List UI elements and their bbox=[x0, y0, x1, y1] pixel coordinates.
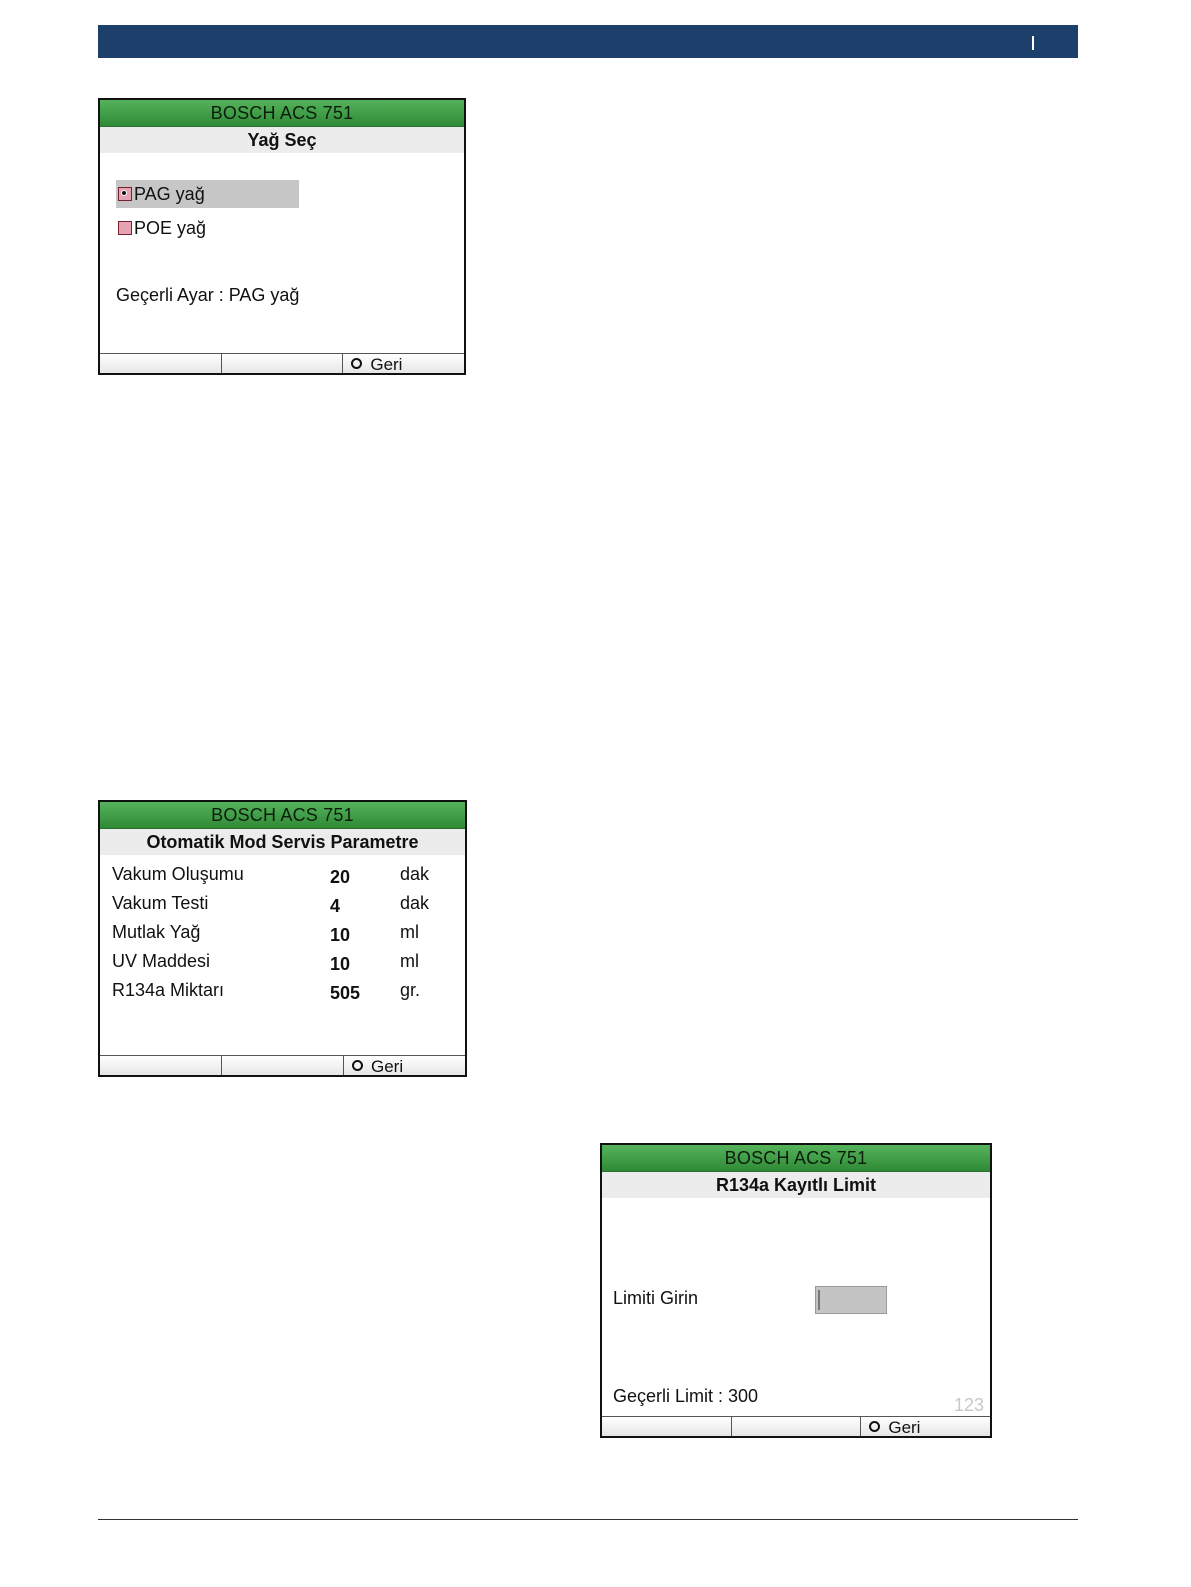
device-titlebar: BOSCH ACS 751 bbox=[100, 802, 465, 829]
oil-select-body bbox=[100, 154, 464, 353]
device-titlebar: BOSCH ACS 751 bbox=[602, 1145, 990, 1172]
param-row bbox=[112, 862, 455, 891]
r134a-limit-screen bbox=[600, 1143, 992, 1438]
param-value: 10 bbox=[330, 954, 351, 974]
param-value: 505 bbox=[330, 983, 361, 1003]
circle-back-icon bbox=[351, 358, 362, 369]
param-row bbox=[112, 978, 455, 1007]
back-softkey[interactable] bbox=[861, 1417, 990, 1436]
back-label: Geri bbox=[370, 355, 403, 373]
circle-back-icon bbox=[352, 1060, 363, 1071]
param-row bbox=[112, 920, 455, 949]
back-label: Geri bbox=[371, 1057, 404, 1075]
limit-input[interactable] bbox=[815, 1286, 887, 1314]
header-separator-mark bbox=[1032, 36, 1034, 50]
auto-params-screen bbox=[98, 800, 467, 1077]
back-softkey[interactable] bbox=[343, 354, 464, 373]
softkey-1[interactable] bbox=[100, 1056, 222, 1075]
radio-checked-icon[interactable] bbox=[118, 187, 132, 201]
param-unit: dak bbox=[400, 893, 430, 913]
oil-select-screen bbox=[98, 98, 466, 375]
oil-option-poe[interactable] bbox=[116, 214, 212, 242]
param-label: UV Maddesi bbox=[112, 951, 211, 971]
softkey-2[interactable] bbox=[222, 1056, 344, 1075]
param-value: 10 bbox=[330, 925, 351, 945]
softkey-bar bbox=[100, 1055, 465, 1075]
current-limit: Geçerli Limit : 300 bbox=[613, 1386, 759, 1406]
param-value: 20 bbox=[330, 867, 351, 887]
screen-title: Yağ Seç bbox=[100, 127, 464, 153]
param-unit: ml bbox=[400, 922, 419, 942]
softkey-2[interactable] bbox=[222, 354, 344, 373]
softkey-bar bbox=[602, 1416, 990, 1436]
text-caret bbox=[818, 1290, 820, 1310]
param-unit: dak bbox=[400, 864, 430, 884]
screen-title: Otomatik Mod Servis Parametre bbox=[100, 829, 465, 855]
limit-body bbox=[602, 1199, 990, 1416]
input-mode-indicator: 123 bbox=[953, 1395, 984, 1415]
params-body bbox=[100, 856, 465, 1055]
param-unit: gr. bbox=[400, 980, 421, 1000]
circle-back-icon bbox=[869, 1421, 880, 1432]
limit-input-label: Limiti Girin bbox=[613, 1288, 699, 1308]
param-unit: ml bbox=[400, 951, 419, 971]
param-value: 4 bbox=[330, 896, 341, 916]
param-label: R134a Miktarı bbox=[112, 980, 225, 1000]
screen-title: R134a Kayıtlı Limit bbox=[602, 1172, 990, 1198]
param-label: Vakum Testi bbox=[112, 893, 209, 913]
oil-option-label: POE yağ bbox=[134, 218, 207, 238]
param-label: Mutlak Yağ bbox=[112, 922, 201, 942]
oil-option-label: PAG yağ bbox=[134, 184, 205, 204]
back-softkey[interactable] bbox=[344, 1056, 465, 1075]
current-setting: Geçerli Ayar : PAG yağ bbox=[116, 285, 300, 305]
param-row bbox=[112, 949, 455, 978]
softkey-1[interactable] bbox=[602, 1417, 732, 1436]
param-row bbox=[112, 891, 455, 920]
page-header-bar bbox=[98, 25, 1078, 58]
radio-unchecked-icon[interactable] bbox=[118, 221, 132, 235]
device-titlebar: BOSCH ACS 751 bbox=[100, 100, 464, 127]
softkey-bar bbox=[100, 353, 464, 373]
oil-option-pag[interactable] bbox=[116, 180, 299, 208]
page-footer-rule bbox=[98, 1519, 1078, 1520]
softkey-1[interactable] bbox=[100, 354, 222, 373]
softkey-2[interactable] bbox=[732, 1417, 862, 1436]
param-label: Vakum Oluşumu bbox=[112, 864, 244, 884]
back-label: Geri bbox=[888, 1418, 921, 1436]
